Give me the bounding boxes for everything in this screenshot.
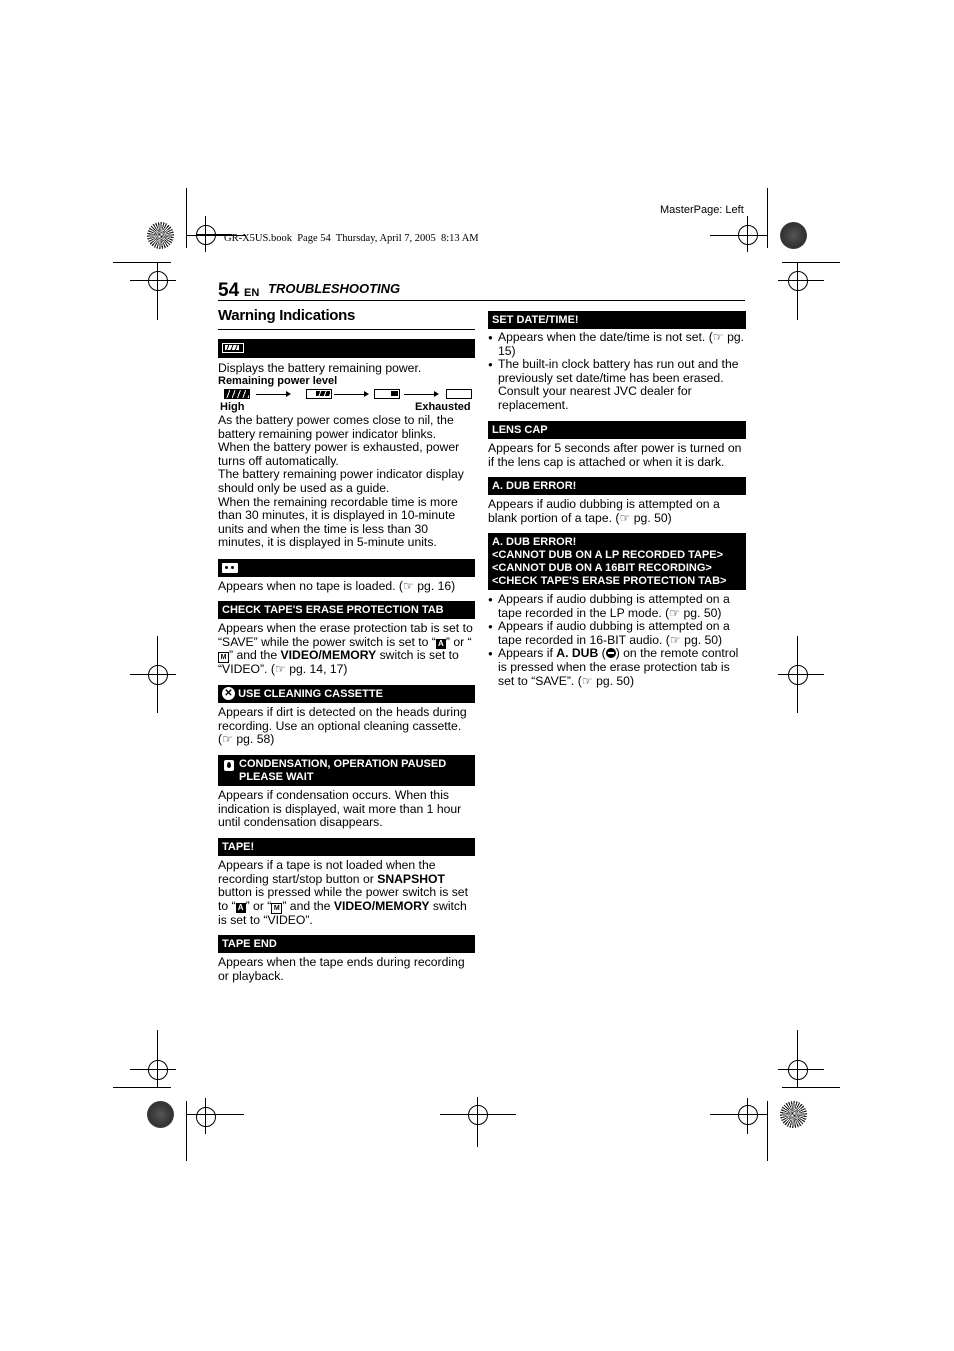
tape-warning-header: TAPE! (218, 838, 475, 856)
battery-full-icon (224, 389, 250, 399)
dub-button-icon (606, 648, 616, 658)
battery-text: When the remaining recordable time is more than 30 minutes, it is displayed in 10-minute units and when the time is less than 30 minutes, it is displayed in 5-minute units. (218, 494, 458, 550)
crop-line (113, 1087, 171, 1088)
droplet-icon (224, 760, 234, 771)
remaining-power-label: Remaining power level (218, 375, 338, 387)
x-circle-icon: ✕ (222, 687, 235, 700)
battery-text: Displays the battery remaining power. (218, 361, 422, 375)
registration-crosshair (738, 225, 758, 245)
registration-disc (147, 222, 174, 249)
battery-text: The battery remaining power indicator display should only be used as a guide. (218, 467, 464, 495)
battery-icon (222, 343, 244, 353)
battery-text: As the battery power comes close to nil, the battery remaining power indicator blinks. (218, 413, 454, 441)
dub-error-text: Appears if audio dubbing is attempted on a blank portion of a tape. (☞ pg. 50) (488, 497, 720, 525)
pointing-hand-icon: ☞ (402, 579, 418, 593)
pointing-hand-icon: ☞ (712, 330, 728, 344)
battery-details (218, 414, 475, 550)
crop-line (113, 262, 171, 263)
battery-indicator-header (218, 339, 475, 358)
registration-crosshair (148, 1060, 168, 1080)
page-lang: EN (244, 287, 260, 299)
battery-one-third-icon (374, 389, 400, 399)
level-high-label: High (220, 401, 245, 413)
battery-section (218, 362, 475, 376)
section-title: TROUBLESHOOTING (268, 281, 401, 296)
bullet-item: ● Appears if audio dubbing is attempted on a tape recorded in the LP mode. (☞ pg. 50) (488, 593, 746, 620)
check-tab-header: CHECK TAPE'S ERASE PROTECTION TAB (218, 601, 475, 619)
crop-line (782, 262, 840, 263)
lens-cap-header: LENS CAP (488, 421, 746, 439)
page-title: Warning Indications (218, 307, 356, 324)
pointing-hand-icon: ☞ (619, 510, 634, 525)
crop-line (767, 188, 768, 248)
crop-line (782, 1087, 840, 1088)
registration-disc (780, 1101, 807, 1128)
tape-end-text: Appears when the tape ends during recording or playback. (218, 955, 465, 983)
page-number: 54 (218, 280, 240, 301)
check-tab-text: Appears when the erase protection tab is set to “SAVE” while the power switch is set to “ A ” or “M ” and the VIDEO/MEMORY switch is set to “VIDEO”. (☞ pg. 14, 17) (218, 621, 473, 677)
tape-warning-text: Appears if a tape is not loaded when the recording start/stop button or SNAPSHOT button is pressed while the power switch is set to “ A ” or “ M ” and the VIDEO/MEMORY switch is set to “VIDEO”. (218, 858, 468, 927)
registration-crosshair (788, 665, 808, 685)
title-rule (218, 329, 475, 330)
tape-end-header: TAPE END (218, 935, 475, 953)
masterpage-label: MasterPage: Left (660, 204, 744, 216)
bullet-item: ● Appears when the date/time is not set. (☞ pg. 15) (488, 331, 746, 358)
pointing-hand-icon: ☞ (274, 662, 290, 677)
pointing-hand-icon: ☞ (581, 673, 597, 688)
set-date-text (488, 331, 746, 413)
dub-error-detail-header: A. DUB ERROR! <CANNOT DUB ON A LP RECORDED TAPE> <CANNOT DUB ON A 16BIT RECORDING> <CHECK TAPE'S ERASE PROTECTION TAB> (488, 533, 746, 590)
page-header (218, 280, 745, 301)
pointing-hand-icon: ☞ (669, 605, 684, 620)
crop-line (767, 1101, 768, 1161)
crop-line (186, 188, 187, 248)
bullet-item: ● Appears if A. DUB ( ) on the remote control is pressed when the erase protection tab is set to “SAVE”. (☞ pg. 50) (488, 647, 746, 688)
registration-crosshair (148, 665, 168, 685)
registration-crosshair (788, 271, 808, 291)
level-exhausted-label: Exhausted (415, 401, 471, 413)
auto-mode-icon: A (236, 903, 246, 913)
set-date-header: SET DATE/TIME! (488, 311, 746, 329)
manual-mode-icon: M (218, 652, 229, 663)
registration-crosshair (196, 225, 216, 245)
auto-mode-icon: A (436, 639, 446, 649)
bullet-item: ● Appears if audio dubbing is attempted on a tape recorded in 16-BIT audio. (☞ pg. 50) (488, 620, 746, 647)
registration-crosshair (196, 1107, 216, 1127)
battery-empty-icon (446, 389, 472, 399)
pointing-hand-icon: ☞ (222, 732, 237, 747)
registration-disc (780, 222, 807, 249)
no-tape-header (218, 559, 475, 577)
arrow-icon (256, 394, 288, 395)
arrow-icon (334, 394, 366, 395)
crop-line (186, 1101, 187, 1161)
cleaning-text: Appears if dirt is detected on the heads during recording. Use an optional cleaning cassette. (☞ pg. 58) (218, 705, 467, 747)
pointing-hand-icon: ☞ (669, 632, 685, 647)
bullet-item: ● The built-in clock battery has run out and the previously set date/time has been erased. Consult your nearest JVC dealer for replacement. (488, 358, 746, 412)
dub-error-header: A. DUB ERROR! (488, 477, 746, 495)
arrow-icon (404, 394, 436, 395)
no-tape-text: Appears when no tape is loaded. (☞ pg. 16) (218, 579, 456, 593)
tape-icon (222, 563, 238, 573)
book-info: GR-X5US.book Page 54 Thursday, April 7, 2005 8:13 AM (224, 233, 479, 244)
registration-crosshair (468, 1105, 488, 1125)
battery-two-thirds-icon (306, 389, 332, 399)
registration-disc (147, 1101, 174, 1128)
registration-crosshair (738, 1105, 758, 1125)
registration-crosshair (148, 271, 168, 291)
condensation-header: CONDENSATION, OPERATION PAUSED PLEASE WAIT (218, 755, 475, 786)
dub-error-detail-text (488, 593, 746, 688)
lens-cap-text: Appears for 5 seconds after power is turned on if the lens cap is attached or when it is dark. (488, 441, 742, 469)
battery-text: When the battery power is exhausted, power turns off automatically. (218, 440, 460, 468)
cleaning-header: ✕ USE CLEANING CASSETTE (218, 685, 475, 703)
condensation-text: Appears if condensation occurs. When this indication is displayed, wait more than 1 hour until condensation disappears. (218, 788, 462, 830)
manual-mode-icon: M (271, 903, 282, 914)
registration-crosshair (788, 1060, 808, 1080)
